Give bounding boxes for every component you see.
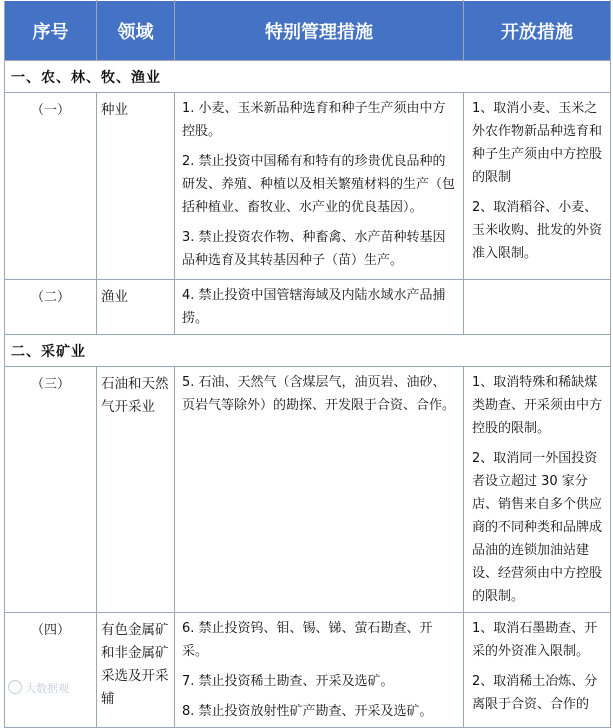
row-measures xyxy=(175,93,464,280)
row-field: 渔业 xyxy=(97,280,175,335)
row-measures xyxy=(175,613,464,728)
header-measures: 特别管理措施 xyxy=(175,1,464,61)
measure-item: 1. 小麦、玉米新品种选育和种子生产须由中方控股。 xyxy=(182,97,458,143)
row-no: （四） xyxy=(5,613,97,728)
table-row xyxy=(5,93,611,280)
row-no: （一） xyxy=(5,93,97,280)
open-item: 1、取消小麦、玉米之外农作物新品种选育和种子生产须由中方控股的限制 xyxy=(472,97,604,189)
table-row xyxy=(5,280,611,335)
measure-item: 3. 禁止投资农作物、种畜禽、水产苗种转基因品种选育及其转基因种子（苗）生产。 xyxy=(182,226,458,272)
open-item: 1、取消特殊和稀缺煤类勘查、开采须由中方控股的限制。 xyxy=(472,371,604,440)
row-open xyxy=(464,367,611,613)
row-field: 石油和天然气开采业 xyxy=(97,367,175,613)
open-item: 2、取消同一外国投资者设立超过 30 家分店、销售来自多个供应商的不同种类和品牌成品油的连锁加油站建设、经营须由中方控股的限制。 xyxy=(472,447,604,608)
row-open xyxy=(464,280,611,335)
row-field: 有色金属矿和非金属矿采选及开采辅 xyxy=(97,613,175,728)
header-field: 领域 xyxy=(97,1,175,61)
measure-item: 2. 禁止投资中国稀有和特有的珍贵优良品种的研发、养殖、种植以及相关繁殖材料的生产（包括种植业、畜牧业、水产业的优良基因）。 xyxy=(182,150,458,219)
policy-table xyxy=(4,0,611,728)
measure-item: 4. 禁止投资中国管辖海域及内陆水域水产品捕捞。 xyxy=(182,284,458,330)
table-row xyxy=(5,613,611,728)
open-item: 2、取消稀土冶炼、分离限于合资、合作的 xyxy=(472,670,604,716)
row-open xyxy=(464,613,611,728)
measure-item: 6. 禁止投资钨、钼、锡、锑、萤石勘查、开采。 xyxy=(182,617,458,663)
header-row xyxy=(5,1,611,61)
header-open: 开放措施 xyxy=(464,1,611,61)
row-measures xyxy=(175,367,464,613)
open-item: 1、取消石墨勘查、开采的外资准入限制。 xyxy=(472,617,604,663)
section-title: 二、采矿业 xyxy=(5,335,611,367)
watermark xyxy=(8,680,69,696)
measure-item: 7. 禁止投资稀土勘查、开采及选矿。 xyxy=(182,670,458,693)
open-item: 2、取消稻谷、小麦、玉米收购、批发的外资准入限制。 xyxy=(472,196,604,265)
header-no: 序号 xyxy=(5,1,97,61)
watermark-logo-icon xyxy=(8,680,22,694)
section-row xyxy=(5,61,611,93)
measure-item: 8. 禁止投资放射性矿产勘查、开采及选矿。 xyxy=(182,700,458,723)
measure-item: 5. 石油、天然气（含煤层气，油页岩、油砂、页岩气等除外）的勘探、开发限于合资、合作。 xyxy=(182,371,458,417)
section-title: 一、农、林、牧、渔业 xyxy=(5,61,611,93)
watermark-text: 大数据观 xyxy=(25,682,69,695)
row-no: （三） xyxy=(5,367,97,613)
row-open xyxy=(464,93,611,280)
section-row xyxy=(5,335,611,367)
table-row xyxy=(5,367,611,613)
row-measures xyxy=(175,280,464,335)
row-field: 种业 xyxy=(97,93,175,280)
row-no: （二） xyxy=(5,280,97,335)
